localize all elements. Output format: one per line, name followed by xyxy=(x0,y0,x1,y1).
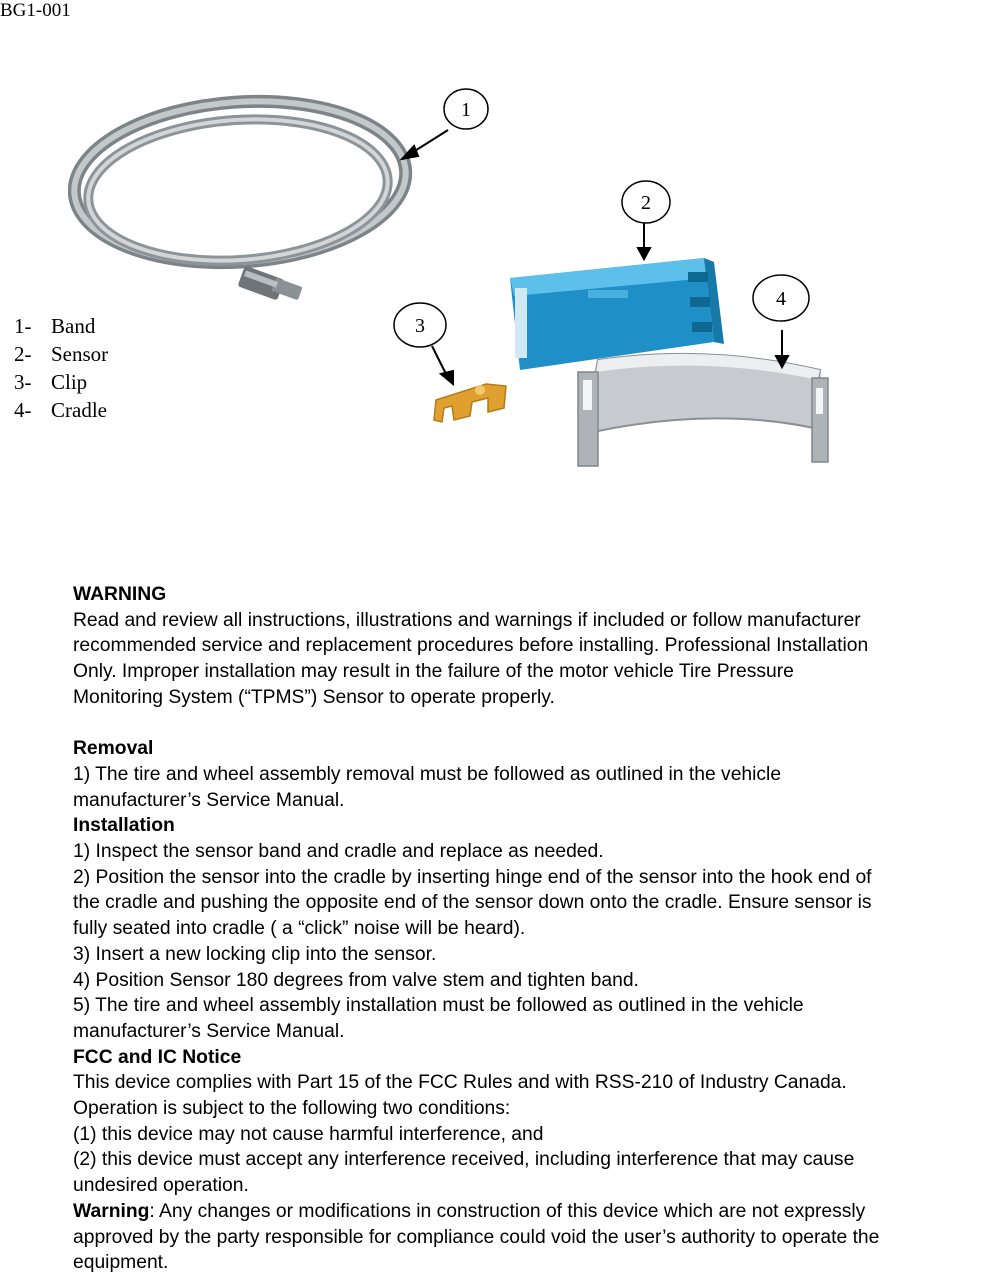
instructions-body xyxy=(73,582,1003,1276)
installation-line: 2) Position the sensor into the cradle by inserting hinge end of the sensor into the hook end of xyxy=(73,866,872,888)
legend-item xyxy=(14,312,164,340)
fcc-line: (1) this device may not cause harmful interference, and xyxy=(73,1123,544,1145)
installation-line: manufacturer’s Service Manual. xyxy=(73,1020,345,1042)
callout-2-label: 2 xyxy=(641,192,651,214)
installation-line: fully seated into cradle ( a “click” noise will be heard). xyxy=(73,918,526,940)
fcc-line: This device complies with Part 15 of the FCC Rules and with RSS-210 of Industry Canada. xyxy=(73,1072,847,1094)
parts-figure xyxy=(68,82,848,484)
fcc-warning-line: equipment. xyxy=(73,1252,169,1274)
legend-label: Band xyxy=(51,314,96,338)
callout-4-label: 4 xyxy=(776,288,786,310)
warning-line: Read and review all instructions, illustrations and warnings if included or follow manufacturer xyxy=(73,609,861,631)
warning-line: Monitoring System (“TPMS”) Sensor to operate properly. xyxy=(73,686,555,708)
legend-number: 4- xyxy=(14,398,32,422)
cradle-illustration xyxy=(578,354,828,466)
legend-number: 2- xyxy=(14,342,32,366)
installation-line: 1) Inspect the sensor band and cradle and replace as needed. xyxy=(73,841,604,863)
legend-item xyxy=(14,396,164,424)
installation-heading: Installation xyxy=(73,815,175,837)
parts-legend xyxy=(14,312,164,424)
clip-illustration xyxy=(434,384,506,422)
document-id: BG1-001 xyxy=(0,0,71,21)
fcc-line: (2) this device must accept any interference received, including interference that may cause xyxy=(73,1149,855,1171)
spacer xyxy=(73,711,1003,737)
fcc-warning-line: approved by the party responsible for compliance could void the user’s authority to operate the xyxy=(73,1226,880,1248)
removal-heading: Removal xyxy=(73,738,154,760)
callout-3-label: 3 xyxy=(415,315,425,337)
removal-line: manufacturer’s Service Manual. xyxy=(73,789,345,811)
warning-line: Only. Improper installation may result in the failure of the motor vehicle Tire Pressure xyxy=(73,661,794,683)
fcc-line: Operation is subject to the following two conditions: xyxy=(73,1098,511,1120)
legend-label: Cradle xyxy=(51,398,107,422)
legend-number: 3- xyxy=(14,370,32,394)
warning-heading: WARNING xyxy=(73,584,167,605)
callout-4 xyxy=(753,275,809,321)
installation-line: 5) The tire and wheel assembly installation must be followed as outlined in the vehicle xyxy=(73,995,804,1017)
callout-2 xyxy=(622,181,670,223)
callout-3 xyxy=(394,303,446,347)
fcc-warning-label: Warning xyxy=(73,1200,150,1222)
fcc-line: undesired operation. xyxy=(73,1175,249,1197)
callout-1 xyxy=(444,89,488,129)
fcc-heading: FCC and IC Notice xyxy=(73,1046,242,1068)
legend-label: Sensor xyxy=(51,342,109,366)
fcc-warning-text: : Any changes or modifications in construction of this device which are not expressly xyxy=(149,1200,866,1222)
warning-line: recommended service and replacement procedures before installing. Professional Installation xyxy=(73,635,869,657)
removal-line: 1) The tire and wheel assembly removal must be followed as outlined in the vehicle xyxy=(73,763,782,785)
band-illustration xyxy=(69,91,411,301)
legend-item xyxy=(14,340,164,368)
installation-line: the cradle and pushing the opposite end of the sensor down onto the cradle. Ensure sensor is xyxy=(73,892,872,914)
callout-1-label: 1 xyxy=(461,99,471,121)
legend-number: 1- xyxy=(14,314,32,338)
fcc-warning-line xyxy=(73,1199,1003,1225)
legend-item xyxy=(14,368,164,396)
installation-line: 3) Insert a new locking clip into the sensor. xyxy=(73,943,437,965)
legend-label: Clip xyxy=(51,370,88,394)
parts-illustration xyxy=(68,82,848,484)
installation-line: 4) Position Sensor 180 degrees from valve stem and tighten band. xyxy=(73,969,639,991)
